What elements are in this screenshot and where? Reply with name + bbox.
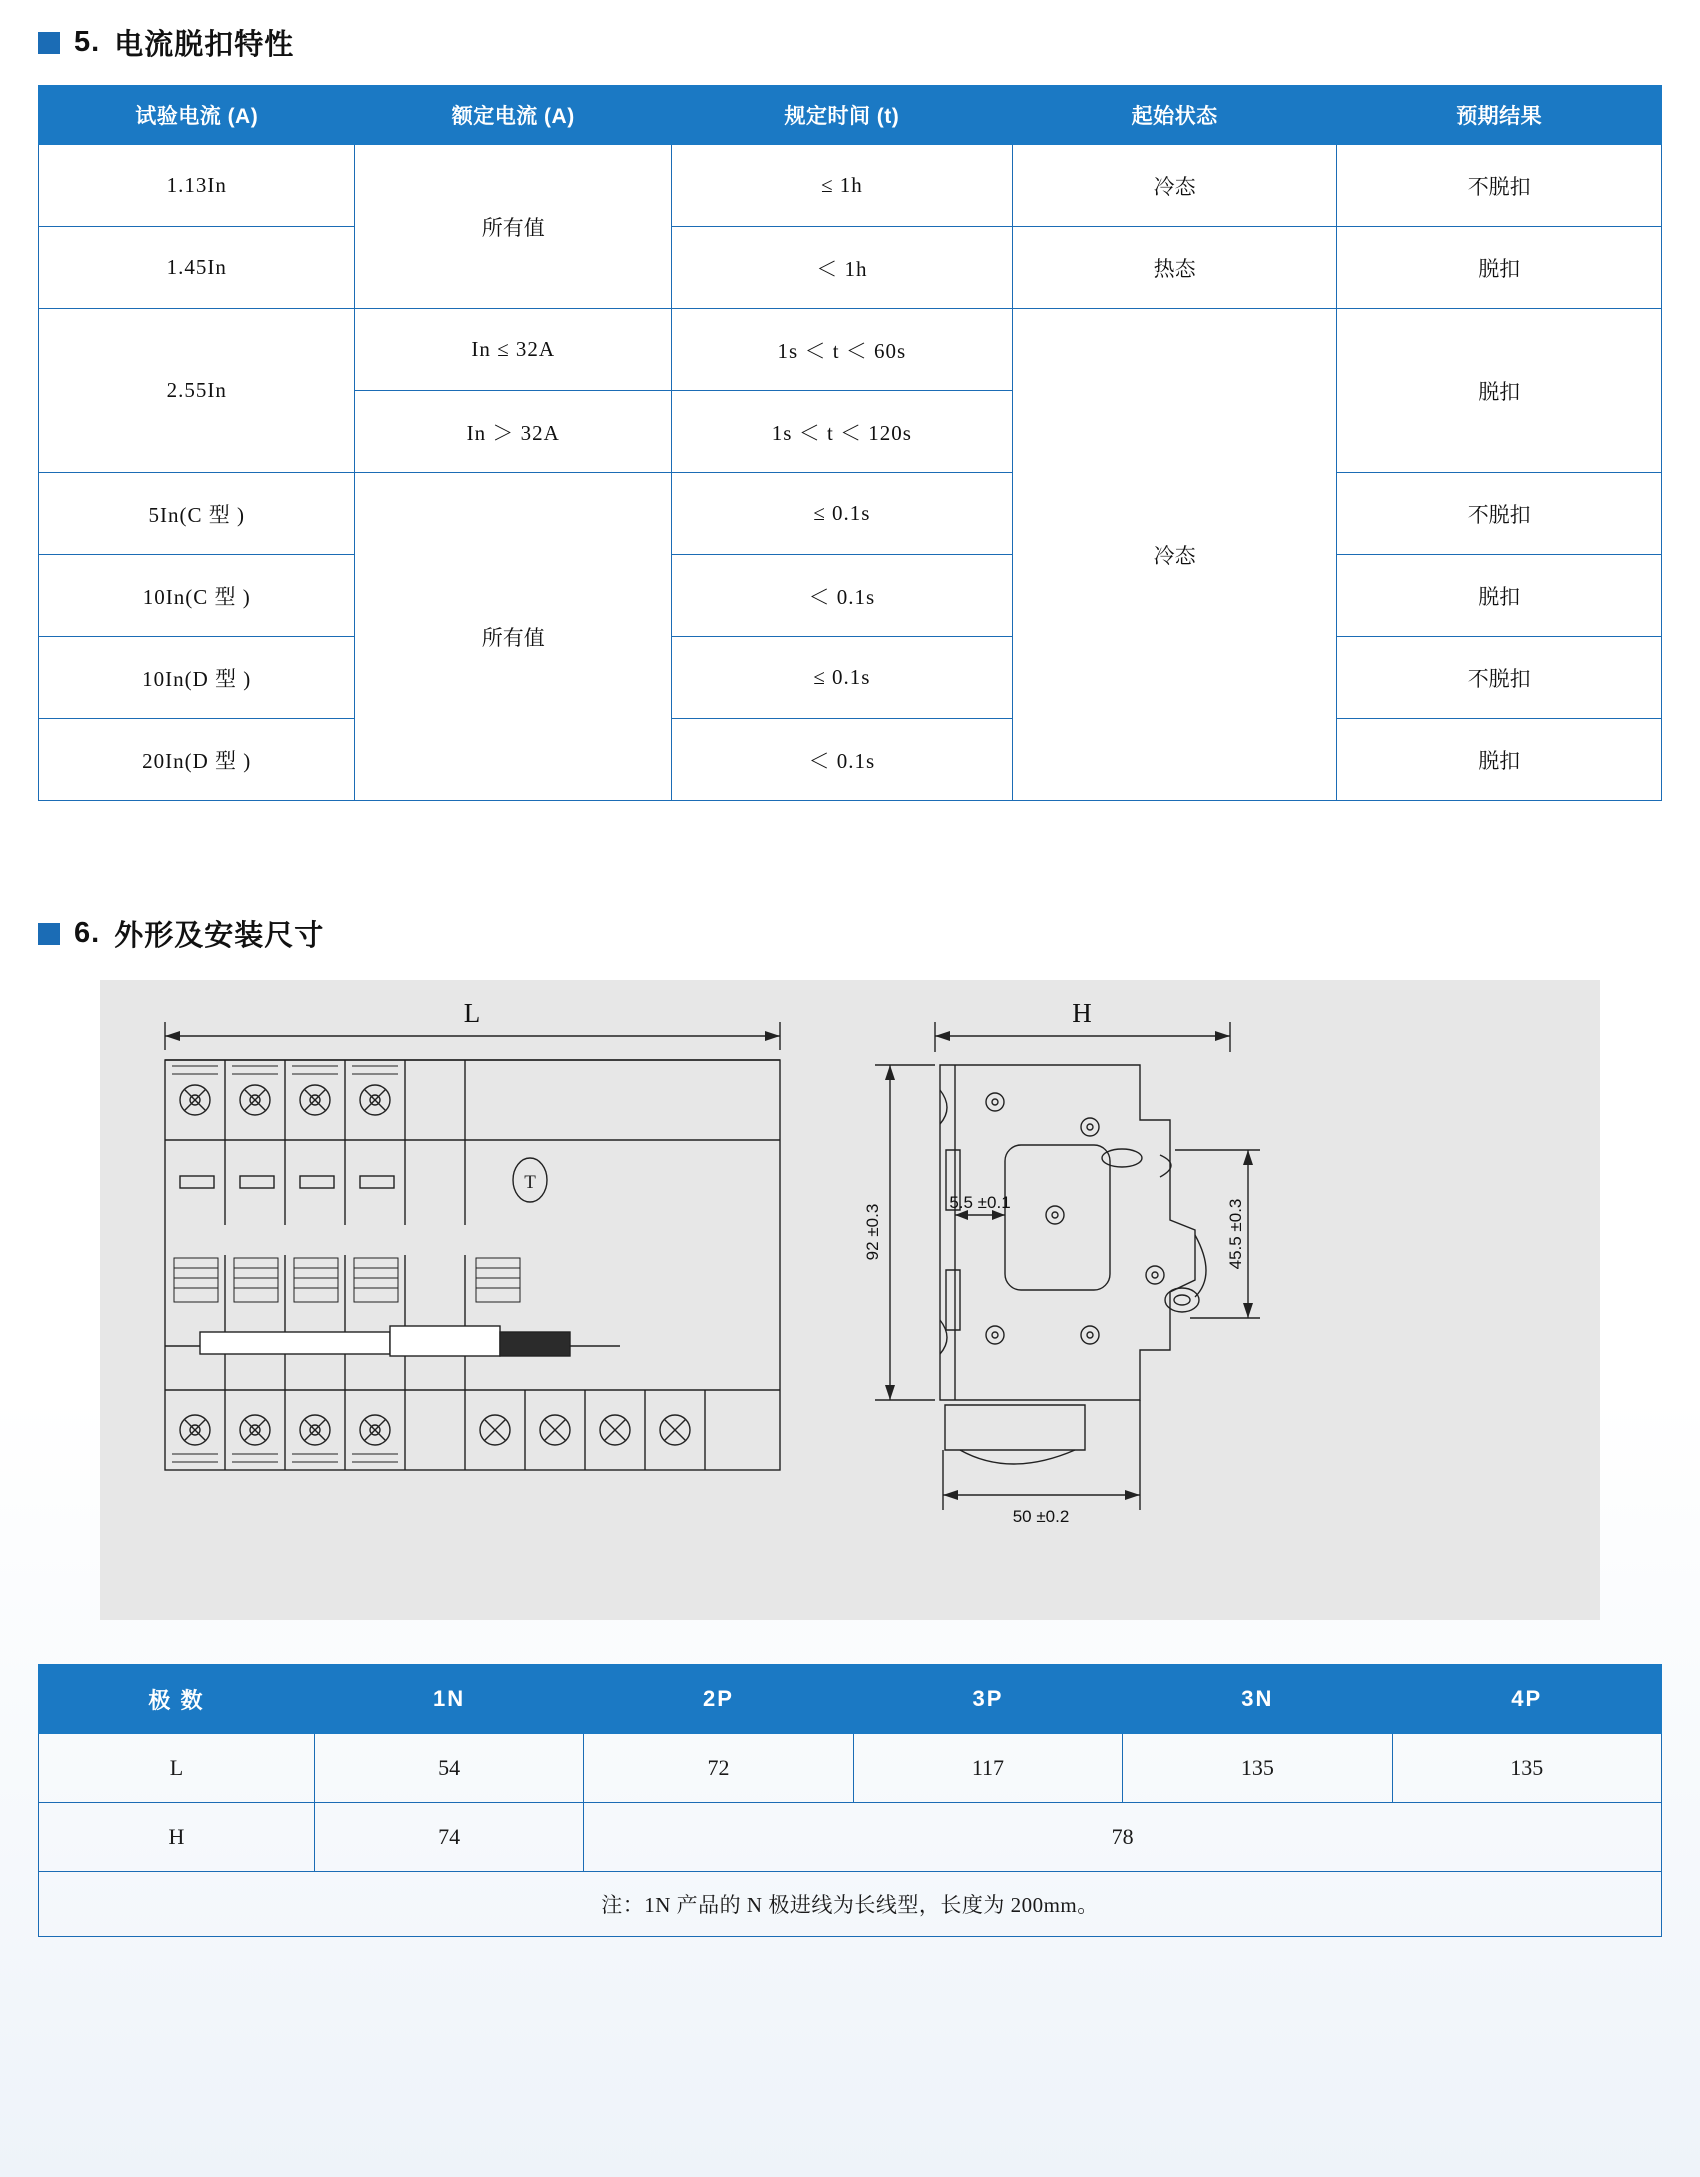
dimension-5-5: 5.5 ±0.1 [949,1193,1011,1212]
table-header-row [39,1665,1662,1734]
table-row [39,1872,1662,1937]
section-number-dimension: 6. [74,917,101,949]
col-header-expected-result: 预期结果 [1337,86,1662,145]
col-header-poles: 极 数 [39,1665,315,1734]
cell-time: 1s ＜ t ＜ 60s [671,309,1012,391]
dimension-50: 50 ±0.2 [1012,1507,1070,1526]
cell-test-current: 5In(C 型 ) [39,473,355,555]
trip-characteristic-table [38,85,1662,801]
cell-rated-current: 所有值 [355,473,671,801]
row-label-L: L [39,1734,315,1803]
cell-expected-result: 脱扣 [1337,227,1662,309]
cell-time: ≤ 0.1s [671,473,1012,555]
document-page [0,22,1700,1937]
section-heading-trip [38,22,1662,63]
square-bullet-icon [38,923,60,945]
pole-dimension-table [38,1664,1662,1937]
table-row [39,555,1662,637]
cell-initial-state: 冷态 [1012,145,1337,227]
section-number-trip: 5. [74,26,101,58]
section-title-dimension: 外形及安装尺寸 [114,920,325,952]
cell-H-rest: 78 [584,1803,1662,1872]
table-row [39,1734,1662,1803]
cell-time: ＜ 1h [671,227,1012,309]
col-header-2p: 2P [584,1665,853,1734]
cell-expected-result: 脱扣 [1337,719,1662,801]
product-dimension-drawing [100,980,1600,1620]
label-L: L [463,998,481,1028]
col-header-3n: 3N [1123,1665,1392,1734]
cell-time: ≤ 0.1s [671,637,1012,719]
dimension-drawing-svg [100,980,1600,1620]
cell-test-current: 10In(C 型 ) [39,555,355,637]
cell-L-4p: 135 [1392,1734,1661,1803]
cell-time: ＜ 0.1s [671,555,1012,637]
test-button-label: T [524,1172,536,1193]
cell-H-1n: 74 [314,1803,583,1872]
table-row [39,145,1662,227]
cell-test-current: 1.45In [39,227,355,309]
table-note: 注：1N 产品的 N 极进线为长线型，长度为 200mm。 [39,1872,1662,1937]
dimension-45-5: 45.5 ±0.3 [1226,1198,1245,1270]
cell-test-current: 20In(D 型 ) [39,719,355,801]
cell-expected-result: 脱扣 [1337,309,1662,473]
cell-test-current: 1.13In [39,145,355,227]
cell-expected-result: 不脱扣 [1337,473,1662,555]
dimension-92: 92 ±0.3 [863,1203,882,1261]
col-header-3p: 3P [853,1665,1122,1734]
table-header-row [39,86,1662,145]
section-title-trip: 电流脱扣特性 [114,29,295,61]
cell-L-3n: 135 [1123,1734,1392,1803]
cell-time: ＜ 0.1s [671,719,1012,801]
cell-test-current: 10In(D 型 ) [39,637,355,719]
label-H: H [1072,998,1092,1028]
cell-L-2p: 72 [584,1734,853,1803]
col-header-time: 规定时间 (t) [671,86,1012,145]
col-header-test-current: 试验电流 (A) [39,86,355,145]
table-row [39,637,1662,719]
cell-rated-current: In ＞ 32A [355,391,671,473]
square-bullet-icon [38,32,60,54]
table-row [39,227,1662,309]
cell-initial-state: 热态 [1012,227,1337,309]
cell-expected-result: 脱扣 [1337,555,1662,637]
cell-rated-current: In ≤ 32A [355,309,671,391]
cell-rated-current: 所有值 [355,145,671,309]
cell-L-1n: 54 [314,1734,583,1803]
table-row [39,473,1662,555]
cell-expected-result: 不脱扣 [1337,637,1662,719]
cell-expected-result: 不脱扣 [1337,145,1662,227]
cell-test-current: 2.55In [39,309,355,473]
cell-time: ≤ 1h [671,145,1012,227]
col-header-initial-state: 起始状态 [1012,86,1337,145]
section-heading-dimension [38,913,1662,954]
col-header-4p: 4P [1392,1665,1661,1734]
cell-initial-state: 冷态 [1012,309,1337,801]
table-row [39,1803,1662,1872]
table-row [39,719,1662,801]
row-label-H: H [39,1803,315,1872]
cell-L-3p: 117 [853,1734,1122,1803]
cell-time: 1s ＜ t ＜ 120s [671,391,1012,473]
table-row [39,309,1662,391]
col-header-1n: 1N [314,1665,583,1734]
col-header-rated-current: 额定电流 (A) [355,86,671,145]
